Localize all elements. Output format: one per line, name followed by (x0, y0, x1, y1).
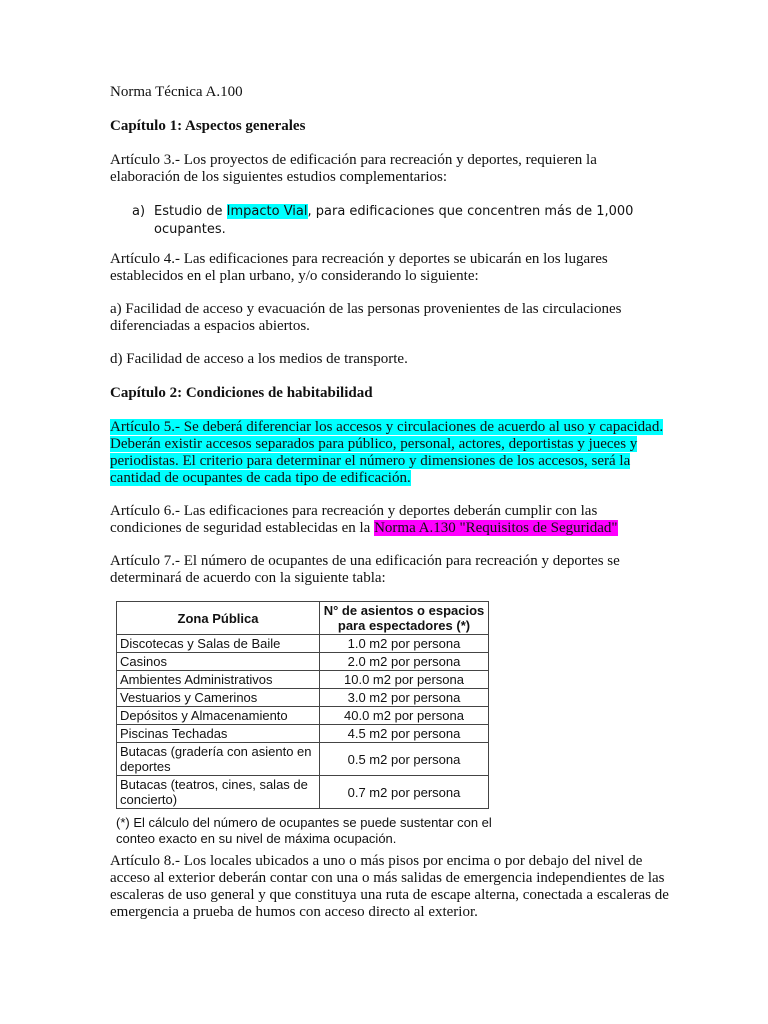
table-cell-zona: Casinos (117, 653, 320, 671)
table-cell-value: 2.0 m2 por persona (320, 653, 489, 671)
article-4: Artículo 4.- Las edificaciones para recreación y deportes se ubicarán en los lugares establecidos en el plan urbano, y/o considerando lo siguiente: (110, 251, 608, 284)
table-cell-value: 3.0 m2 por persona (320, 689, 489, 707)
table-header-row (117, 602, 489, 635)
occupancy-table (116, 601, 489, 809)
article-8: Artículo 8.- Los locales ubicados a uno o más pisos por encima o por debajo del nivel de acceso al exterior deberán contar con una o más salidas de emergencia independientes de las escaleras de uso general y que constituya una ruta de escape alterna, conectada a escaleras de emergencia a prueba de humos con acceso directo al exterior. (110, 853, 669, 920)
article-4-item-a: a) Facilidad de acceso y evacuación de las personas provenientes de las circulaciones diferenciadas a espacios abiertos. (110, 301, 622, 334)
table-cell-zona: Ambientes Administrativos (117, 671, 320, 689)
table-row (117, 635, 489, 653)
norma-a130-highlight: Norma A.130 "Requisitos de Seguridad" (374, 520, 618, 536)
article-5 (110, 419, 670, 487)
table-cell-value: 4.5 m2 por persona (320, 725, 489, 743)
item-text-after: , para edificaciones que concentren más de 1,000 ocupantes. (154, 204, 634, 237)
table-cell-zona: Depósitos y Almacenamiento (117, 707, 320, 725)
table-row (117, 776, 489, 809)
table-row (117, 743, 489, 776)
table-row (117, 689, 489, 707)
impacto-vial-highlight: Impacto Vial (226, 204, 308, 219)
item-text-before: Estudio de (154, 204, 227, 219)
table-cell-value: 40.0 m2 por persona (320, 707, 489, 725)
article-6 (110, 503, 670, 537)
table-row (117, 671, 489, 689)
article-7: Artículo 7.- El número de ocupantes de una edificación para recreación y deportes se determinará de acuerdo con la siguiente tabla: (110, 553, 620, 586)
table-cell-zona: Vestuarios y Camerinos (117, 689, 320, 707)
table-row (117, 653, 489, 671)
document-title: Norma Técnica A.100 (110, 84, 243, 100)
table-header-asientos: N° de asientos o espacios para espectadores (*) (320, 602, 489, 635)
table-cell-zona: Butacas (gradería con asiento en deportes (117, 743, 320, 776)
table-cell-value: 0.7 m2 por persona (320, 776, 489, 809)
table-cell-value: 0.5 m2 por persona (320, 743, 489, 776)
table-cell-value: 10.0 m2 por persona (320, 671, 489, 689)
list-marker: a) (132, 204, 146, 219)
table-footnote: (*) El cálculo del número de ocupantes se puede sustentar con el conteo exacto en su nivel de máxima ocupación. (116, 815, 492, 846)
chapter-1-heading: Capítulo 1: Aspectos generales (110, 118, 306, 134)
table-row (117, 707, 489, 725)
table-cell-zona: Discotecas y Salas de Baile (117, 635, 320, 653)
table-row (117, 725, 489, 743)
article-3: Artículo 3.- Los proyectos de edificación para recreación y deportes, requieren la elaboración de los siguientes estudios complementarios: (110, 152, 597, 185)
chapter-2-heading: Capítulo 2: Condiciones de habitabilidad (110, 385, 373, 401)
table-cell-value: 1.0 m2 por persona (320, 635, 489, 653)
article-5-highlight: Artículo 5.- Se deberá diferenciar los accesos y circulaciones de acuerdo al uso y capacidad. Deberán existir accesos separados para público, personal, actores, deportistas y jueces y periodistas. El criterio para determinar el número y dimensiones de los accesos, será la cantidad de ocupantes de cada tipo de edificación. (110, 419, 664, 486)
table-cell-zona: Butacas (teatros, cines, salas de concierto) (117, 776, 320, 809)
table-header-zona: Zona Pública (117, 602, 320, 635)
article-4-item-d: d) Facilidad de acceso a los medios de transporte. (110, 351, 408, 367)
document-page (110, 84, 670, 921)
table-cell-zona: Piscinas Techadas (117, 725, 320, 743)
article-3-item-a (110, 203, 670, 239)
article-6-text: Artículo 6.- Las edificaciones para recreación y deportes deberán cumplir con las condiciones de seguridad establecidas en la (110, 503, 598, 536)
